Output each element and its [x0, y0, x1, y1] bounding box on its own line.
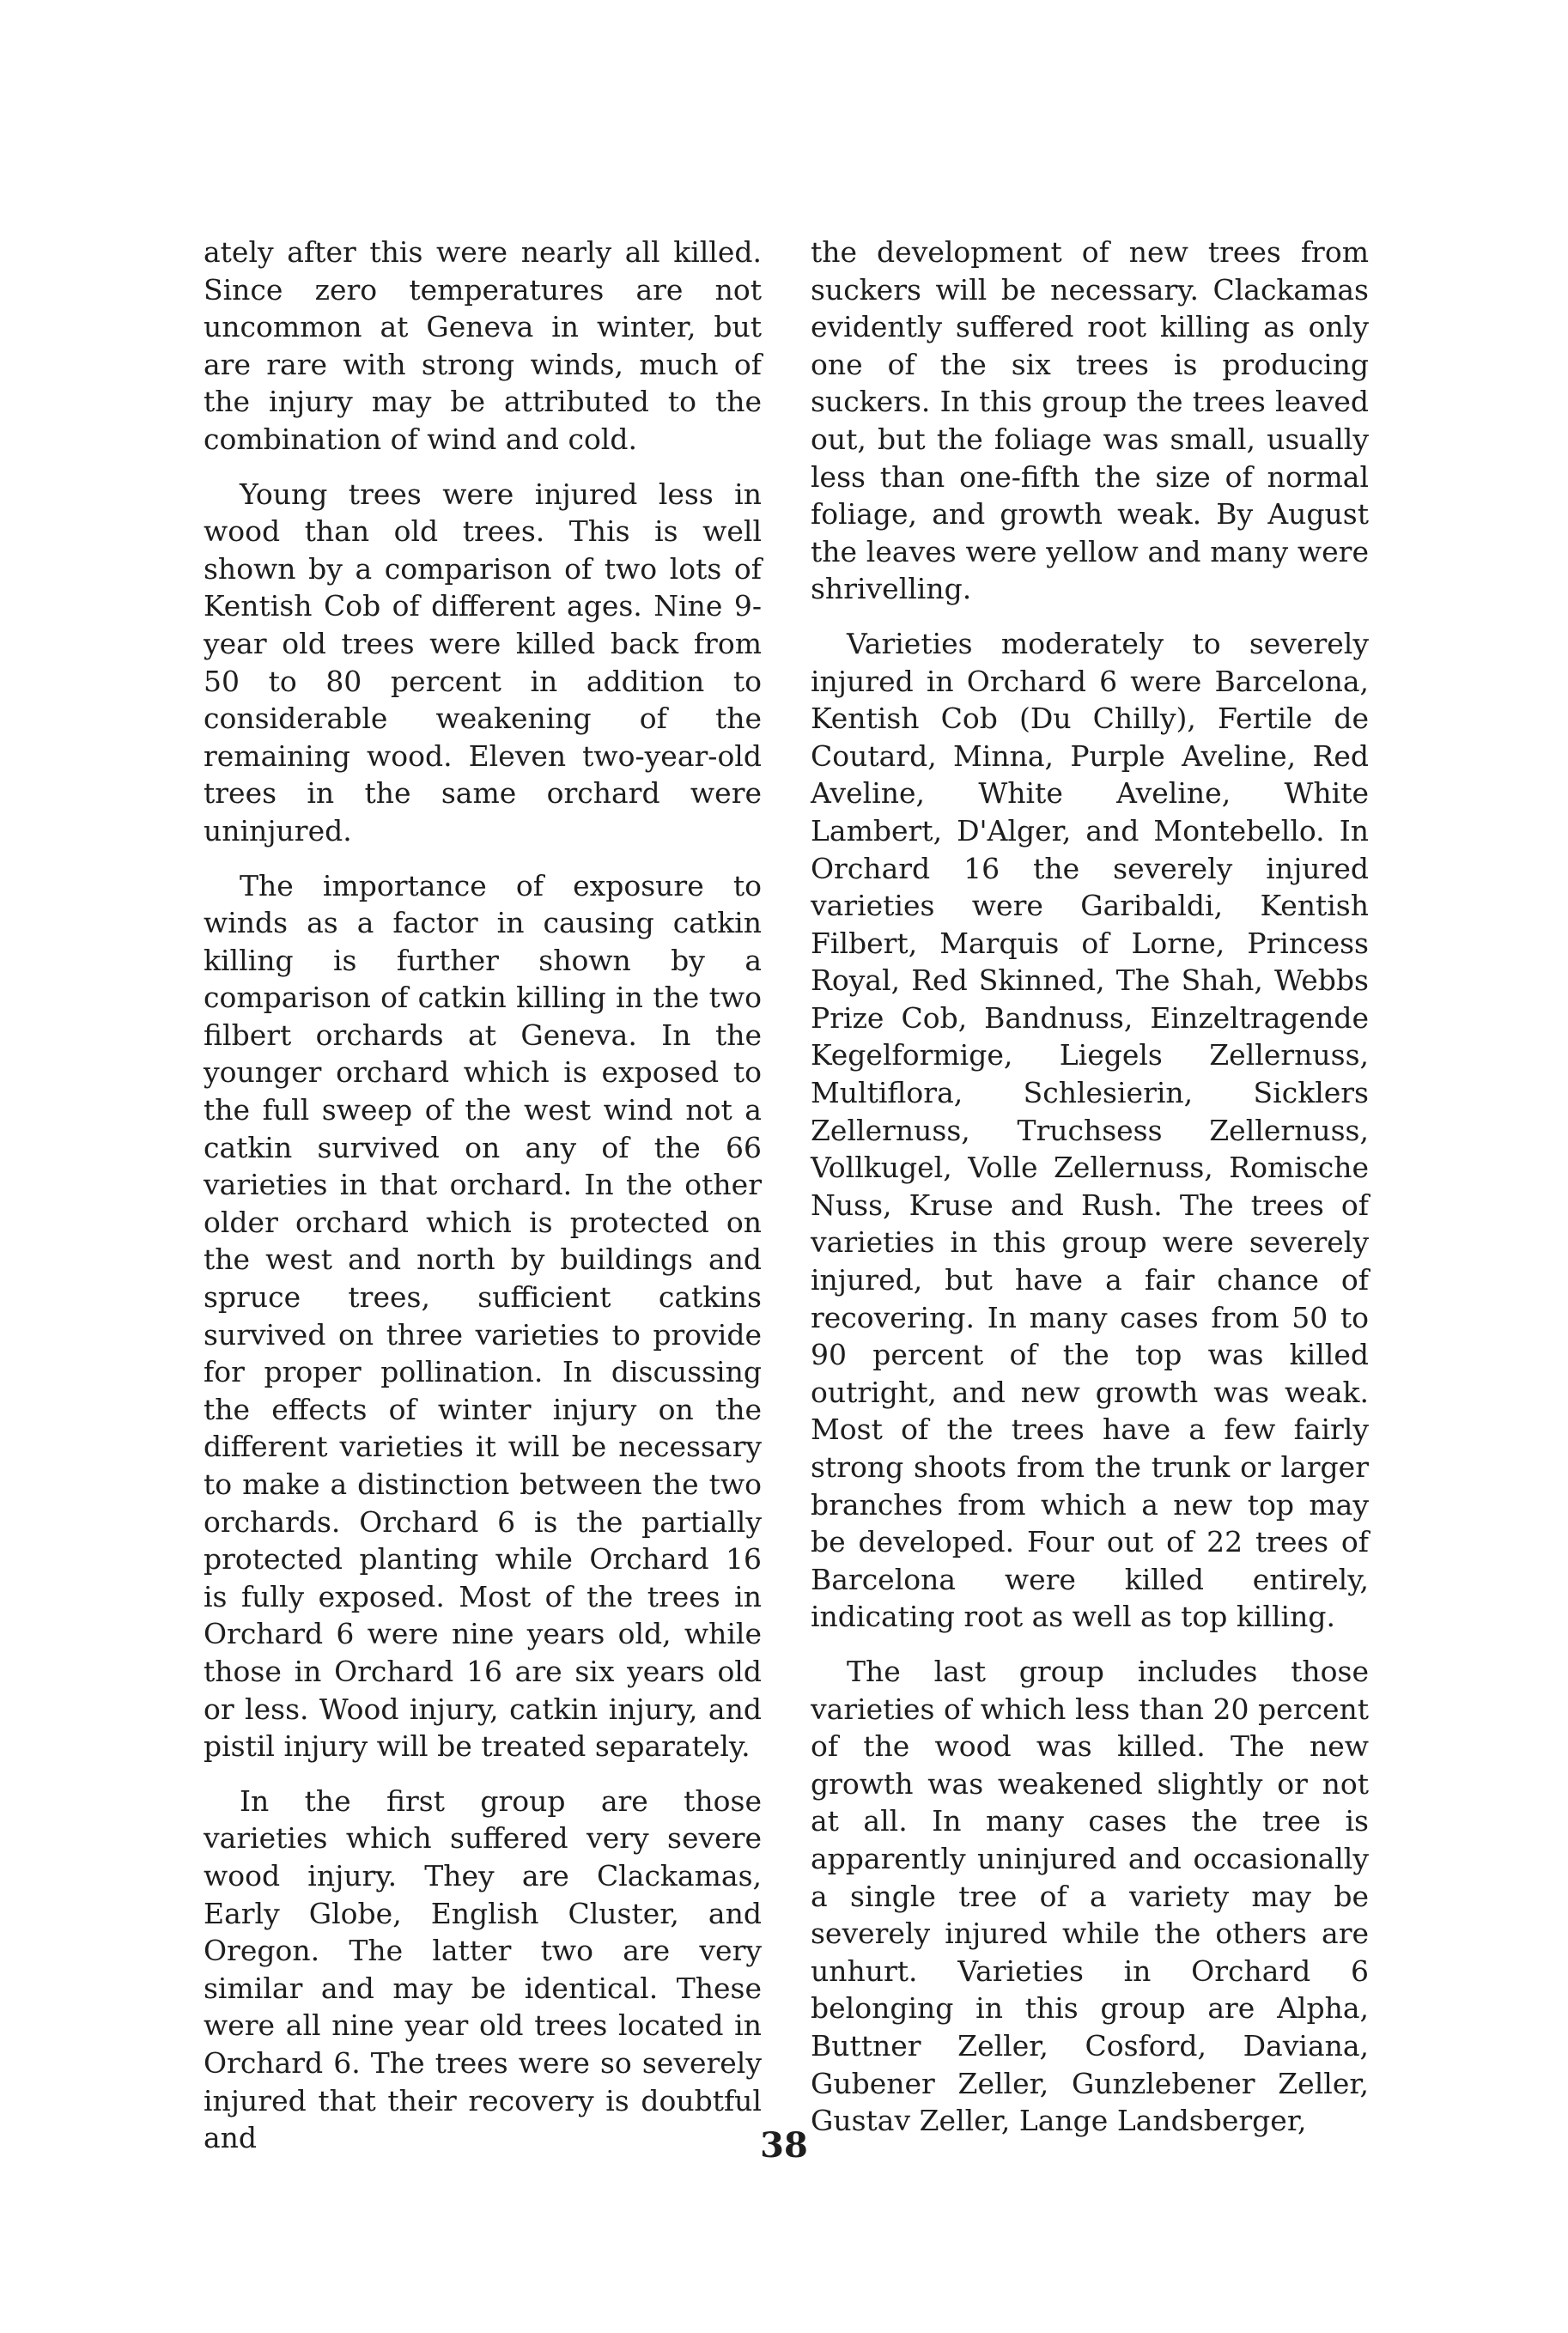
left-text-column — [204, 234, 762, 2174]
left-paragraph-3: The importance of exposure to winds as a factor in causing catkin killing is further shown by a comparison of catkin killing in the two filbert orchards at Geneva. In the younger orchard which is exposed to the full sweep of the west wind not a catkin survived on any of the 66 varieties in that orchard. In the other older orchard which is protected on the west and north by buildings and spruce trees, sufficient catkins survived on three varieties to provide for proper pollination. In discussing the effects of winter injury on the different varieties it will be necessary to make a distinction between the two orchards. Orchard 6 is the partially protected planting while Orchard 16 is fully exposed. Most of the trees in Orchard 6 were nine years old, while those in Orchard 16 are six years old or less. Wood injury, catkin injury, and pistil injury will be treated separately. — [204, 868, 762, 1764]
right-paragraph-3: The last group includes those varieties of which less than 20 percent of the wood was killed. The new growth was weakened slightly or not at all. In many cases the tree is apparently uninjured and occasionally a single tree of a variety may be severely injured while the others are unhurt. Varieties in Orchard 6 belonging in this group are Alpha, Buttner Zeller, Cosford, Daviana, Gubener Zeller, Gunzlebener Zeller, Gustav Zeller, Lange Landsberger, — [811, 1654, 1369, 2138]
left-paragraph-4: In the first group are those varieties which suffered very severe wood injury. They are Clackamas, Early Globe, English Cluster, and Oregon. The latter two are very similar and may be identical. These were all nine year old trees located in Orchard 6. The trees were so severely injured that their recovery is doubtful and — [204, 1783, 762, 2155]
right-paragraph-1: the development of new trees from suckers will be necessary. Clackamas evidently suffered root killing as only one of the six trees is producing suckers. In this group the trees leaved out, but the foliage was small, usually less than one-fifth the size of normal foliage, and growth weak. By August the leaves were yellow and many were shrivelling. — [811, 235, 1369, 606]
right-paragraph-2: Varieties moderately to severely injured in Orchard 6 were Barcelona, Kentish Cob (Du Chilly), Fertile de Coutard, Minna, Purple Aveline, Red Aveline, White Aveline, White Lambert, D'Alger, and Montebello. In Orchard 16 the severely injured varieties were Garibaldi, Kentish Filbert, Marquis of Lorne, Princess Royal, Red Skinned, The Shah, Webbs Prize Cob, Bandnuss, Einzeltragende Kegelformige, Liegels Zellernuss, Multiflora, Schlesierin, Sicklers Zellernuss, Truchsess Zellernuss, Vollkugel, Volle Zellernuss, Romische Nuss, Kruse and Rush. The trees of varieties in this group were severely injured, but have a fair chance of recovering. In many cases from 50 to 90 percent of the top was killed outright, and new growth was weak. Most of the trees have a few fairly strong shoots from the trunk or larger branches from which a new top may be developed. Four out of 22 trees of Barcelona were killed entirely, indicating root as well as top killing. — [811, 626, 1369, 1634]
right-text-column — [811, 234, 1369, 2157]
left-paragraph-2: Young trees were injured less in wood than old trees. This is well shown by a comparison of two lots of Kentish Cob of different ages. Nine 9-year old trees were killed back from 50 to 80 percent in addition to considerable weakening of the remaining wood. Eleven two-year-old trees in the same orchard were uninjured. — [204, 477, 762, 848]
left-paragraph-1: ately after this were nearly all killed. Since zero temperatures are not uncommon at Geneva in winter, but are rare with strong winds, much of the injury may be attributed to the combination of wind and cold. — [204, 235, 762, 456]
page-number: 38 — [760, 2125, 808, 2166]
